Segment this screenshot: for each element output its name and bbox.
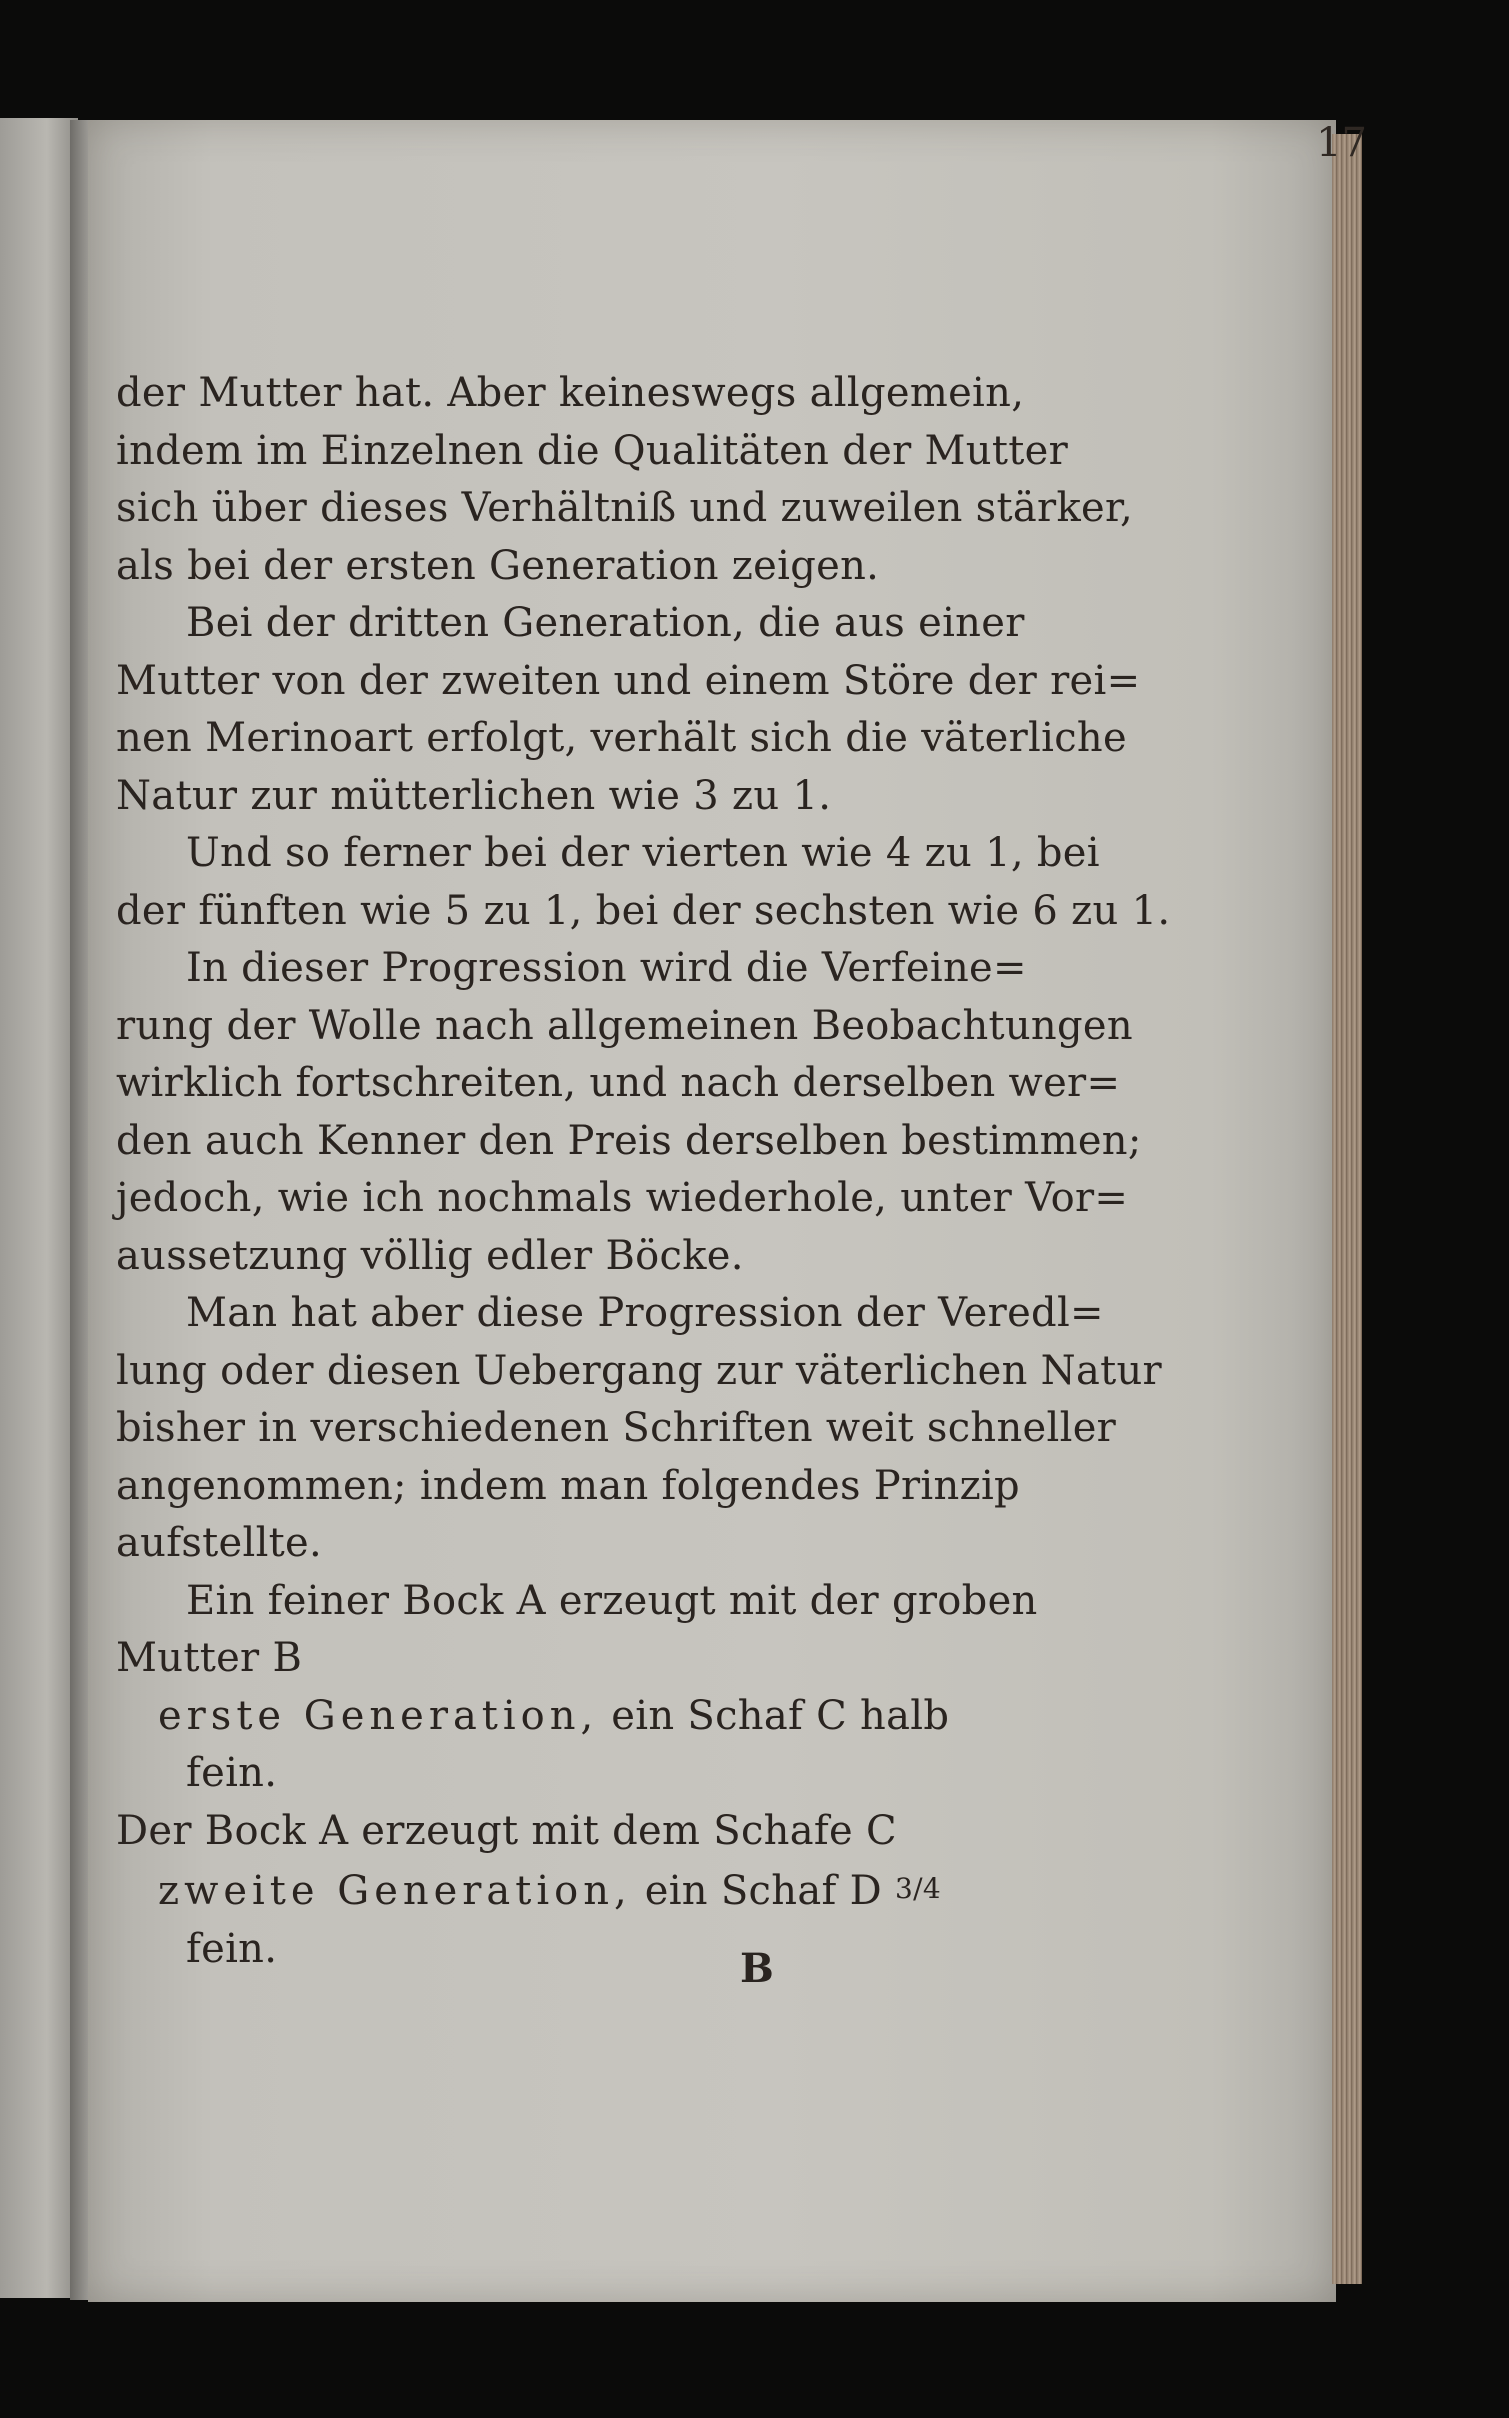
text-line: fein.	[186, 1750, 278, 1796]
generation-line	[116, 1860, 1076, 1921]
text-line: lung oder diesen Uebergang zur väterlichen Natur	[116, 1347, 1162, 1394]
text-line: Mutter von der zweiten und einem Störe der rei=	[116, 657, 1141, 704]
page-number: 17	[1316, 120, 1367, 166]
text-line: der Mutter hat. Aber keineswegs allgemein,	[116, 370, 1025, 416]
text-line: Und so ferner bei der vierten wie 4 zu 1, bei	[186, 830, 1100, 876]
text-line: fein.	[186, 1925, 278, 1972]
signature-mark: B	[740, 1945, 774, 1992]
text-line: Mutter B	[116, 1635, 303, 1681]
text-line: wirklich fortschreiten, und nach derselben wer=	[116, 1060, 1121, 1106]
text-line: aufstellte.	[116, 1520, 323, 1566]
text-line: bisher in verschiedenen Schriften weit schneller	[116, 1405, 1117, 1451]
generation-label: zweite Generation,	[158, 1868, 632, 1914]
text-line: Bei der dritten Generation, die aus einer	[186, 600, 1025, 646]
text-line: Der Bock A erzeugt mit dem Schafe C	[116, 1807, 897, 1854]
generation-line	[116, 1688, 1076, 1746]
text-line: sich über dieses Verhältniß und zuweilen stärker,	[116, 485, 1134, 531]
text-line: Ein feiner Bock A erzeugt mit der groben	[186, 1577, 1038, 1624]
text-line: nen Merinoart erfolgt, verhält sich die väterliche	[116, 715, 1127, 761]
generation-text: ein Schaf D	[644, 1868, 882, 1914]
text-line: jedoch, wie ich nochmals wiederhole, unter Vor=	[116, 1175, 1129, 1221]
generation-label: erste Generation,	[158, 1692, 599, 1739]
fraction: 3/4	[894, 1872, 941, 1905]
page-edges	[1332, 134, 1362, 2284]
text-line: indem im Einzelnen die Qualitäten der Mutter	[116, 427, 1069, 474]
generation-text: ein Schaf C halb	[611, 1692, 950, 1739]
left-page-edge	[0, 118, 78, 2298]
text-line: als bei der ersten Generation zeigen.	[116, 542, 880, 589]
text-line: rung der Wolle nach allgemeinen Beobachtungen	[116, 1002, 1133, 1049]
text-line: angenommen; indem man folgendes Prinzip	[116, 1462, 1020, 1509]
body-text	[116, 150, 1171, 1978]
text-line: In dieser Progression wird die Verfeine=	[186, 945, 1027, 991]
text-line: Man hat aber diese Progression der Veredl=	[186, 1290, 1104, 1336]
text-line: den auch Kenner den Preis derselben bestimmen;	[116, 1117, 1142, 1164]
text-line: Natur zur mütterlichen wie 3 zu 1.	[116, 772, 832, 819]
text-line: der fünften wie 5 zu 1, bei der sechsten wie 6 zu 1.	[116, 887, 1171, 934]
text-line: aussetzung völlig edler Böcke.	[116, 1232, 744, 1279]
